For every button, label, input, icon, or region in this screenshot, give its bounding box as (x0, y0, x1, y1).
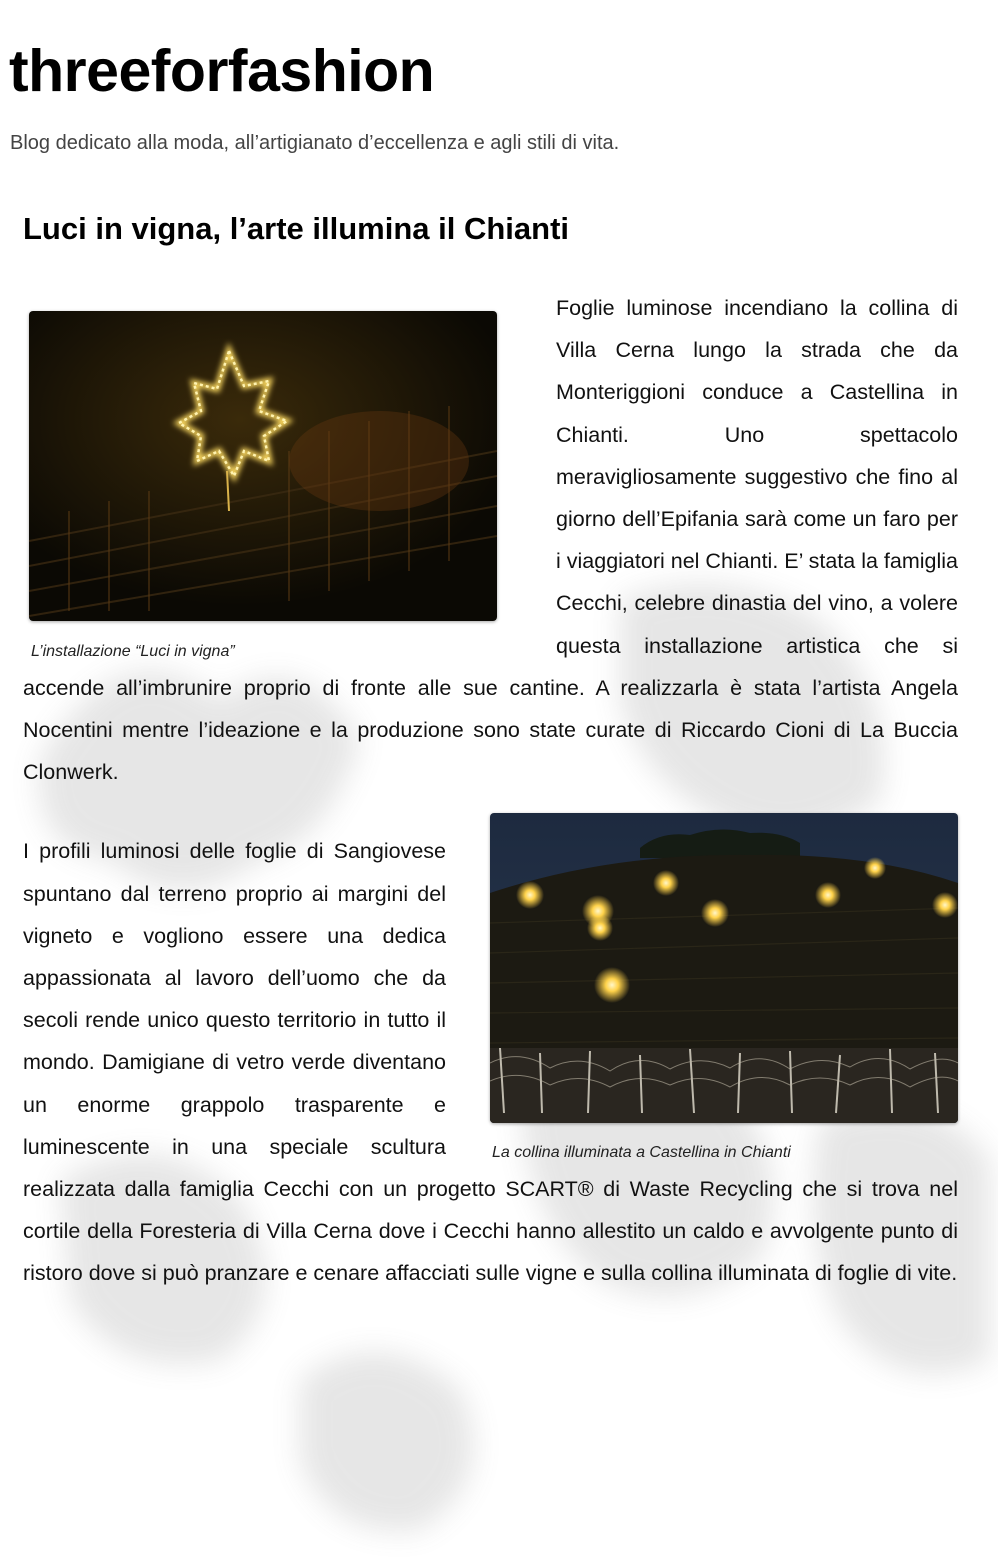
photo-leaf-installation[interactable] (29, 311, 497, 621)
post-content (23, 287, 958, 1295)
photo-illuminated-hill[interactable] (490, 813, 958, 1123)
figure-collina-illuminata (490, 813, 958, 1163)
post-paragraph: Foglie luminose incendiano la collina di Villa Cerna lungo la strada che da Monteriggioni conduce a Castellina in Chianti. Uno spettacolo meravigliosamente suggestivo che fino al giorno dell’Epifania sarà come un faro per i viaggiatori nel Chianti. E’ stata la famiglia Cecchi, celebre dinastia del vino, a volere questa installazione artistica che si accende all’imbrunire proprio di fronte alle sue cantine. A realizzarla è stata l’artista Angela Nocentini mentre l’ideazione e la produzione sono state curate di Riccardo Cioni di La Buccia Clonwerk. (23, 296, 958, 785)
site-description: Blog dedicato alla moda, all’artigianato d’eccellenza e agli stili di vita. (10, 132, 620, 154)
figure-caption: L’installazione “Luci in vigna” (31, 643, 235, 660)
figure-luci-in-vigna (29, 311, 497, 662)
figure-caption: La collina illuminata a Castellina in Chianti (492, 1144, 791, 1162)
post-title[interactable]: Luci in vigna, l’arte illumina il Chianti (23, 211, 570, 246)
post-paragraph: I profili luminosi delle foglie di Sangiovese spuntano dal terreno proprio ai margini del vigneto e vogliono essere una dedica appassionata al lavoro dell’uomo che da secoli rende unico questo territorio in tutto il mondo. Damigiane di vetro verde diventano un enorme grappolo trasparente e luminescente in una speciale scultura realizzata dalla famiglia Cecchi con un progetto SCART® di Waste Recycling che si trova nel cortile della Foresteria di Villa Cerna dove i Cecchi hanno allestito un caldo e avvolgente punto di ristoro dove si può pranzare e cenare affacciati sulle vigne e sulla collina illuminata di foglie di vite. (23, 839, 958, 1286)
site-title[interactable]: threeforfashion (9, 38, 435, 104)
